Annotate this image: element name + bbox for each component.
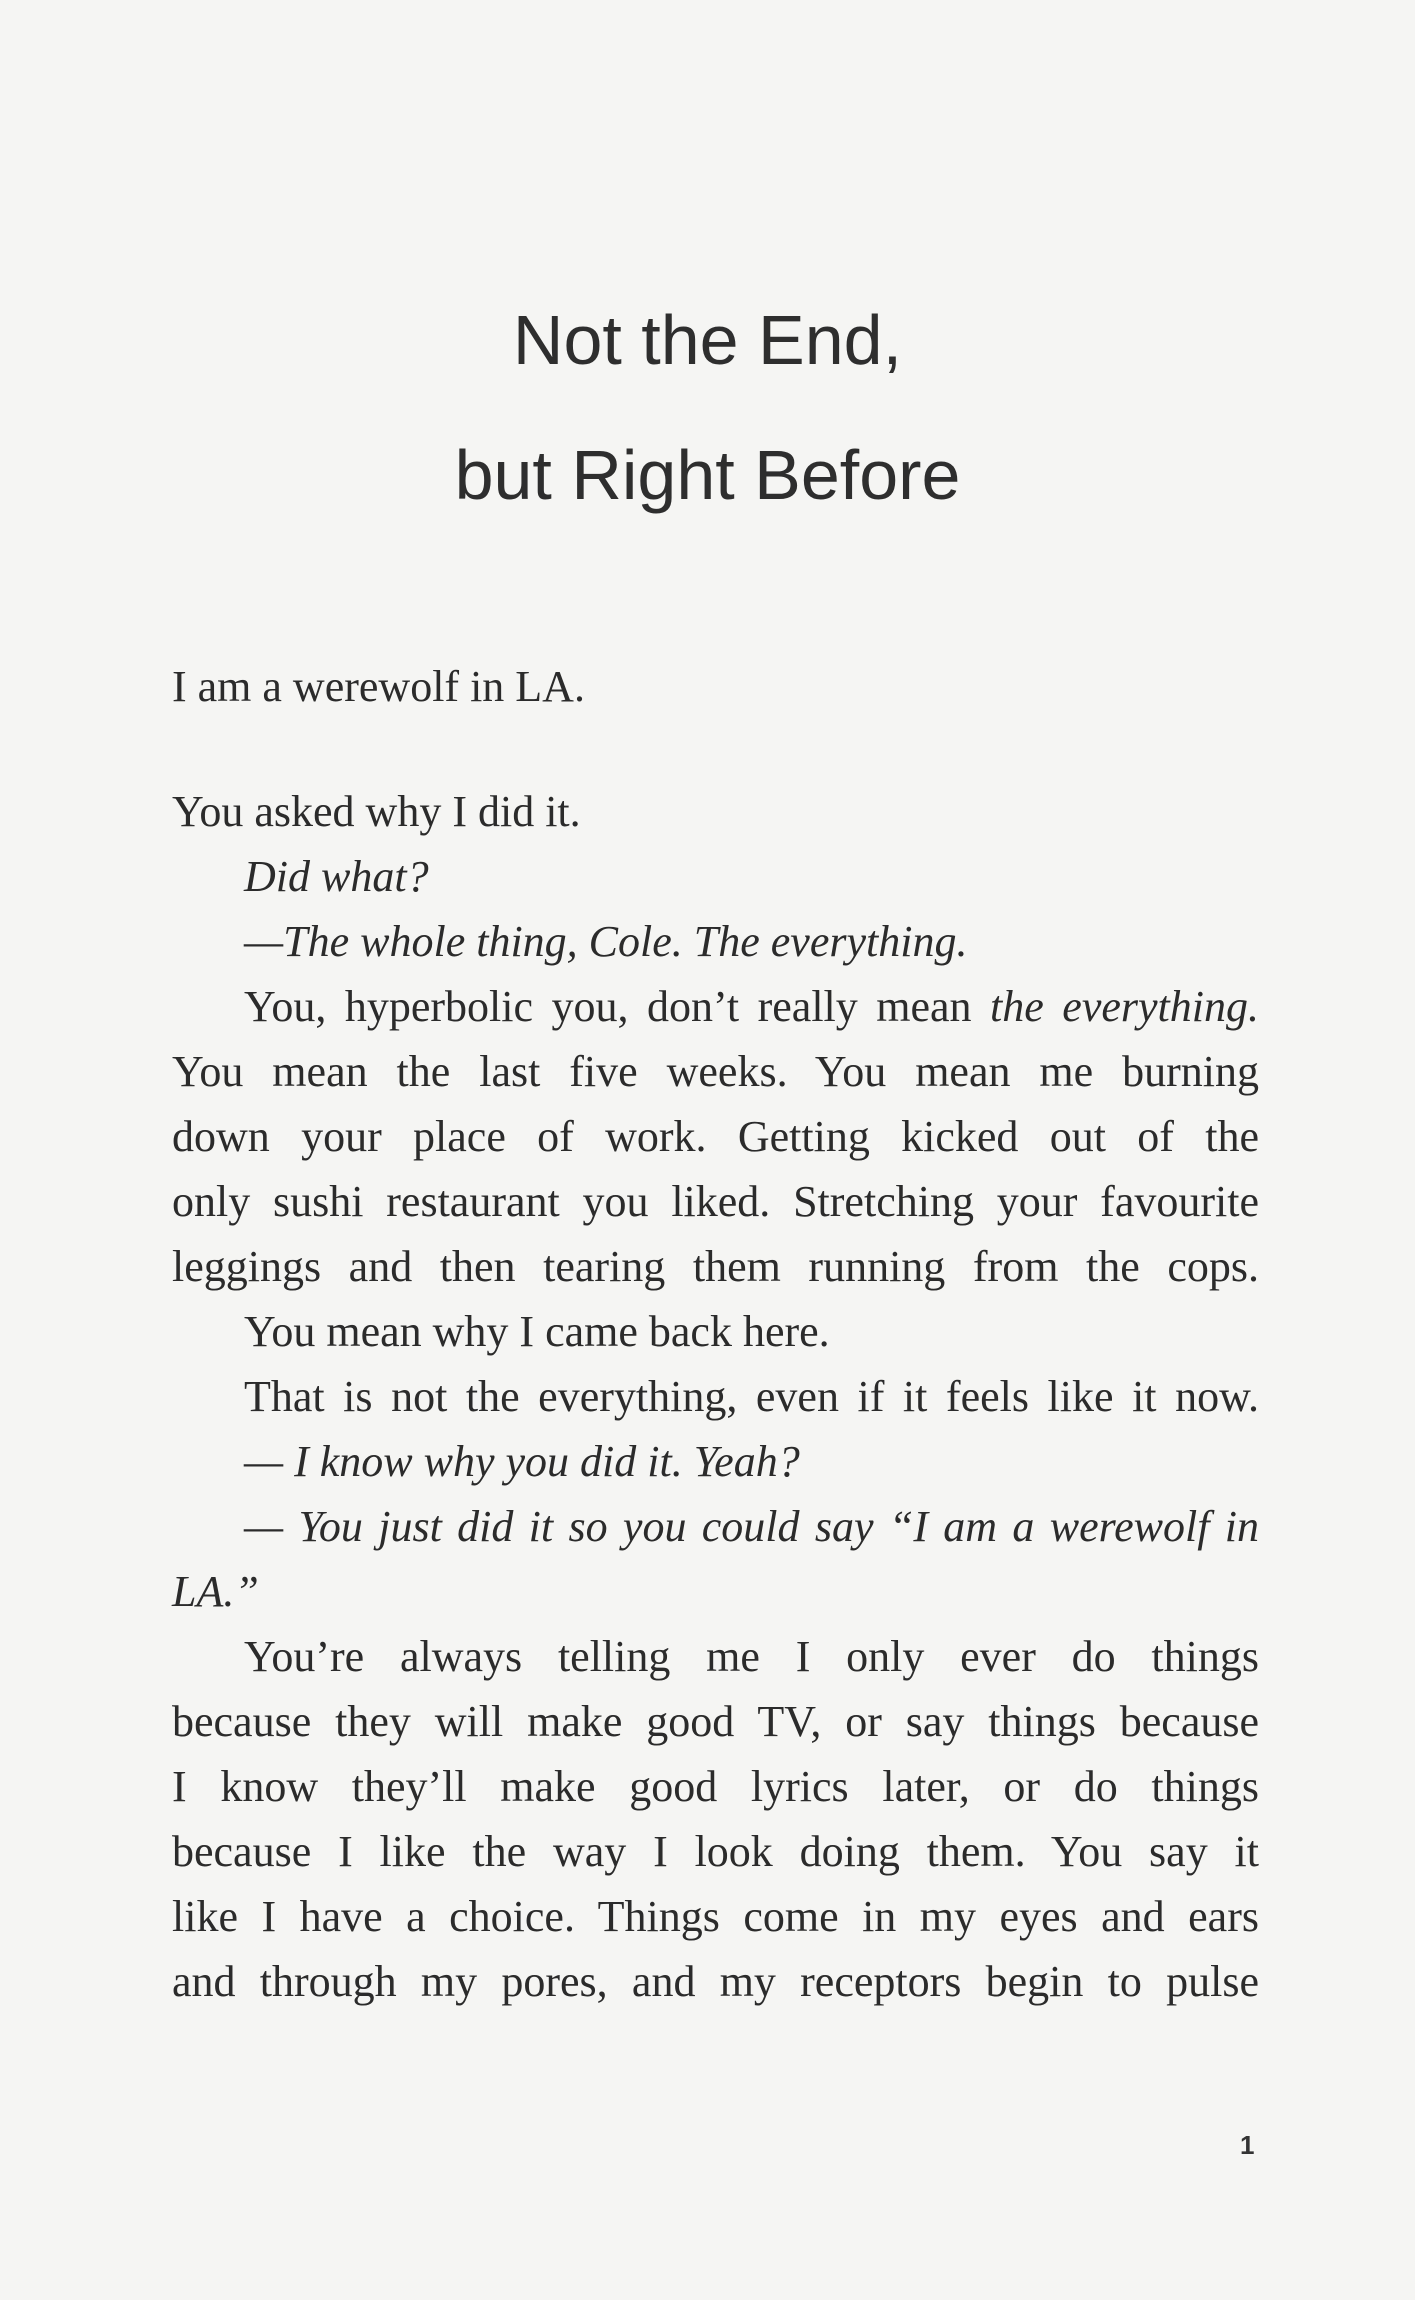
paragraph-line: You asked why I did it.: [172, 787, 581, 836]
dialogue-line: [244, 915, 1259, 969]
paragraph-line: like I have a choice. Things come in my eyes and ears: [172, 1892, 1259, 1941]
paragraph-line: leggings and then tearing them running from the cops.: [172, 1242, 1259, 1291]
dialogue-text: Did what?: [244, 852, 429, 901]
dialogue-line: [244, 850, 1259, 904]
dialogue-text: — You just did it so you could say “I am a werewolf in: [244, 1502, 1259, 1551]
paragraph-line: You mean why I came back here.: [244, 1307, 830, 1356]
paragraph-line: down your place of work. Getting kicked out of the: [172, 1112, 1259, 1161]
chapter-title-line-2: but Right Before: [454, 436, 961, 514]
paragraph-line: I know they’ll make good lyrics later, or do things: [172, 1762, 1259, 1811]
page-number: 1: [1240, 2130, 1255, 2160]
dialogue-text: —The whole thing, Cole. The everything.: [244, 917, 968, 966]
paragraph-line: because I like the way I look doing them. You say it: [172, 1827, 1259, 1876]
dialogue-line: [172, 1565, 1259, 1619]
dialogue-line: [244, 1500, 1259, 1554]
dialogue-text: — I know why you did it. Yeah?: [244, 1437, 800, 1486]
paragraph-line: You mean the last five weeks. You mean me burning: [172, 1047, 1259, 1096]
paragraph-line: because they will make good TV, or say things because: [172, 1697, 1259, 1746]
dialogue-text: LA.”: [172, 1567, 259, 1616]
chapter-title-line-1: Not the End,: [512, 301, 903, 379]
opening-line: I am a werewolf in LA.: [172, 662, 585, 711]
paragraph-line: and through my pores, and my receptors begin to pulse: [172, 1957, 1259, 2006]
paragraph-line: You’re always telling me I only ever do things: [244, 1632, 1259, 1681]
paragraph-line: That is not the everything, even if it feels like it now.: [244, 1372, 1259, 1421]
emphasis-text: the everything.: [990, 982, 1259, 1031]
paragraph-line: [244, 980, 1259, 1034]
paragraph-line: only sushi restaurant you liked. Stretching your favourite: [172, 1177, 1259, 1226]
text-span: You, hyperbolic you, don’t really mean: [244, 982, 991, 1031]
dialogue-line: [244, 1435, 1259, 1489]
